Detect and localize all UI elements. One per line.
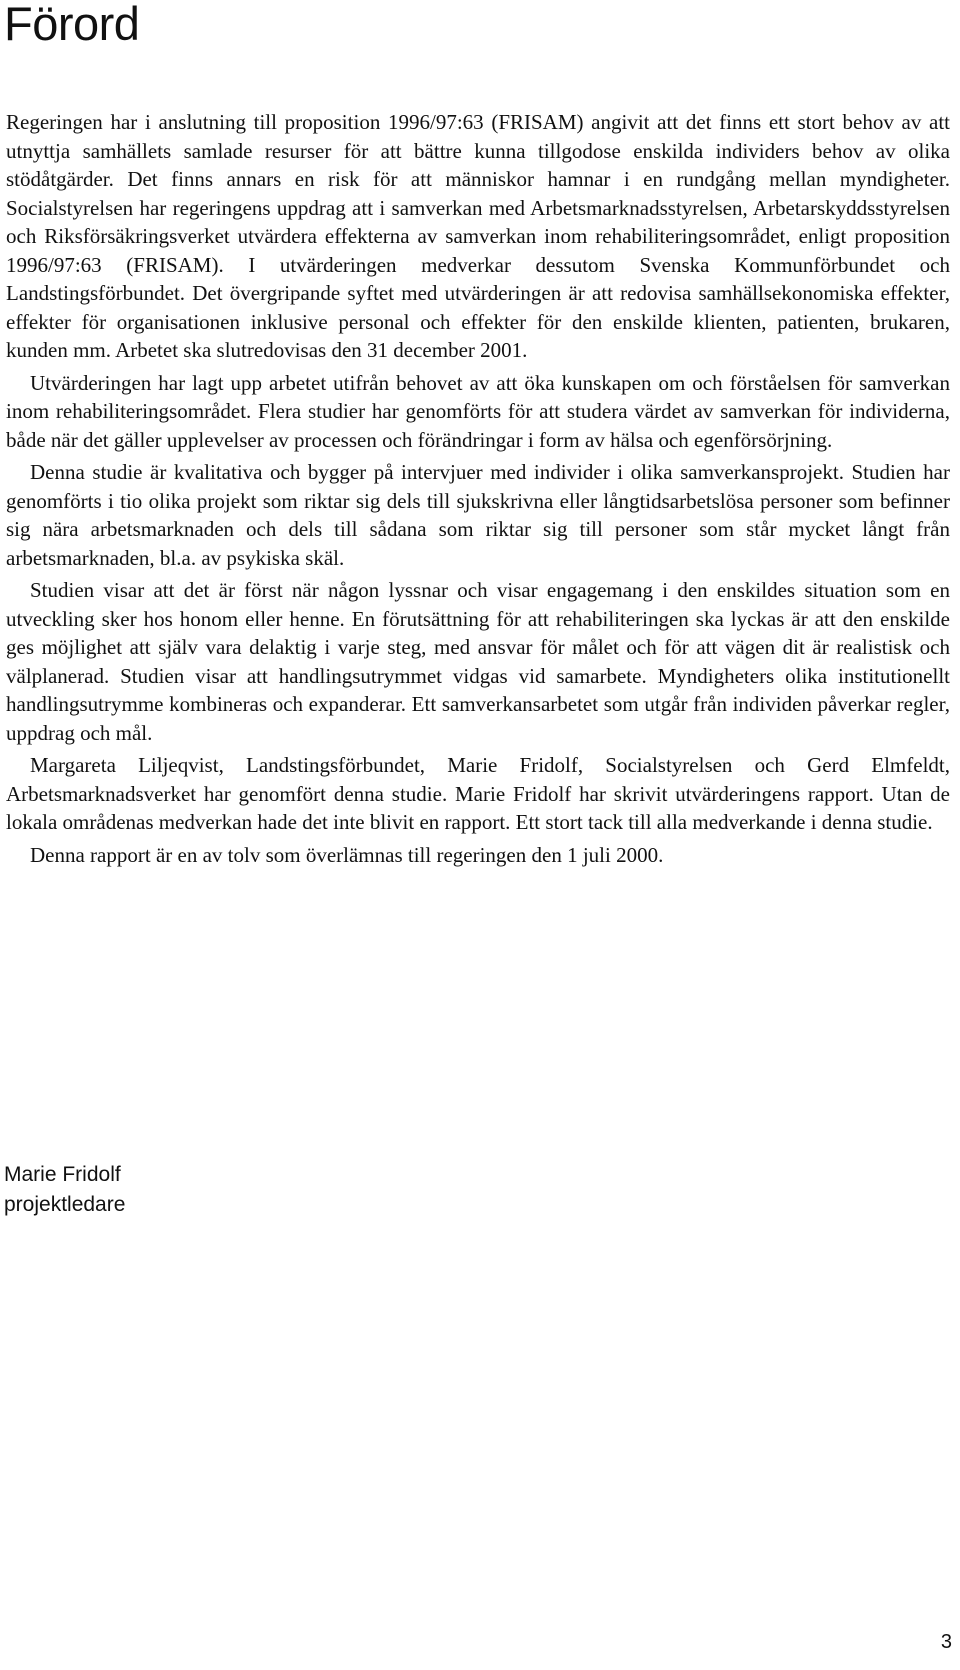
paragraph-6: Denna rapport är en av tolv som överlämnas till regeringen den 1 juli 2000. [30,842,664,867]
paragraph-4: Studien visar att det är först när någon lyssnar och visar engagemang i den enskildes situation som en utveckling sker hos honom eller henne. En förutsättning för att rehabiliteringen ska lyckas är att den enskilde ges möjlighet att själv vara delaktig i varje steg, med ansvar för målet och för att vägen dit är realistisk och välplanerad. Studien visar att handlingsutrymmet vidgas vid samarbete. Myndigheters olika institutionellt handlingsutrymme kombineras och expanderar. Ett samverkansarbetet som utgår från individen påverkar regler, uppdrag och mål. [6,578,950,745]
signature-block [4,1160,125,1220]
paragraph-1: Regeringen har i anslutning till proposition 1996/97:63 (FRISAM) angivit att det finns ett stort behov av att utnyttja samhällets samlade resurser för att bättre kunna tillgodose enskilda individers behov av olika stödåtgärder. Det finns annars en risk för att människor hamnar i en rundgång mellan myndigheter. Socialstyrelsen har regeringens uppdrag att i samverkan med Arbetsmarknadsstyrelsen, Arbetarskyddsstyrelsen och Riksförsäkringsverket utvärdera effekterna av samverkan inom rehabiliteringsområdet, enligt proposition 1996/97:63 (FRISAM). I utvärderingen medverkar dessutom Svenska Kommunförbundet och Landstingsförbundet. Det övergripande syftet med utvärderingen är att redovisa samhällsekonomiska effekter, effekter för organisationen inklusive personal och effekter för den enskilde klienten, patienten, brukaren, kunden mm. Arbetet ska slutredovisas den 31 december 2001. [6,110,950,362]
signature-name: Marie Fridolf [4,1163,121,1186]
paragraph-5: Margareta Liljeqvist, Landstingsförbundet, Marie Fridolf, Socialstyrelsen och Gerd Elmfeldt, Arbetsmarknadsverket har genomfört denna studie. Marie Fridolf har skrivit utvärderingens rapport. Utan de lokala områdenas medverkan hade det inte blivit en rapport. Ett stort tack till alla medverkande i denna studie. [6,753,950,834]
signature-role: projektledare [4,1193,126,1216]
page-title: Förord [4,0,140,50]
paragraph-2: Utvärderingen har lagt upp arbetet utifrån behovet av att öka kunskapen om och förståelsen för samverkan inom rehabiliteringsområdet. Flera studier har genomförts för att studera värdet av samverkan för individerna, både när det gäller upplevelser av processen och förändringar i form av hälsa och egenförsörjning. [6,370,950,452]
foreword-body [6,108,950,873]
page-number: 3 [940,1631,952,1653]
paragraph-3: Denna studie är kvalitativa och bygger på intervjuer med individer i olika samverkansprojekt. Studien har genomförts i tio olika projekt som riktar sig dels till sjukskrivna eller långtidsarbetslösa personer som befinner sig nära arbetsmarknaden och dels till sådana som riktar sig till personer som står mycket långt från arbetsmarknaden, bl.a. av psykiska skäl. [6,460,950,570]
